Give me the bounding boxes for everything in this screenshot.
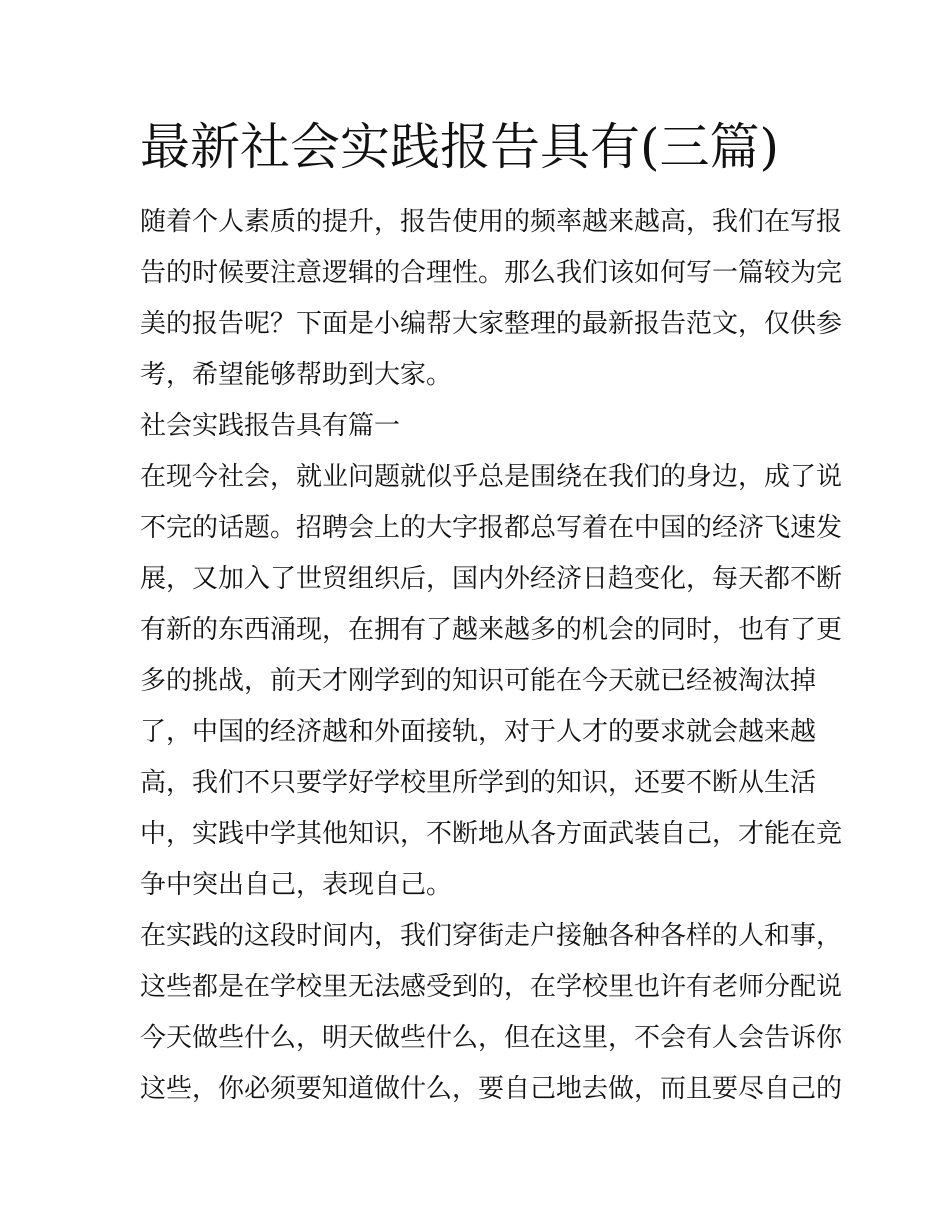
text-line: 有新的东西涌现，在拥有了越来越多的机会的同时，也有了更 (140, 615, 843, 645)
text-line: 争中突出自己，表现自己。 (140, 870, 453, 900)
text-line: 这些，你必须要知道做什么，要自己地去做，而且要尽自己的 (140, 1074, 843, 1104)
text-line: 不完的话题。招聘会上的大字报都总写着在中国的经济飞速发 (140, 513, 843, 543)
text-line: 中，实践中学其他知识，不断地从各方面武装自己，才能在竞 (140, 819, 843, 849)
text-line: 在现今社会，就业问题就似乎总是围绕在我们的身边，成了说 (140, 462, 843, 492)
text-line: 了，中国的经济越和外面接轨，对于人才的要求就会越来越 (140, 717, 817, 747)
text-line: 今天做些什么，明天做些什么，但在这里，不会有人会告诉你 (140, 1023, 843, 1053)
text-line: 在实践的这段时间内，我们穿街走户接触各种各样的人和事， (140, 921, 843, 951)
text-line: 高，我们不只要学好学校里所学到的知识，还要不断从生活 (140, 768, 817, 798)
text-line: 这些都是在学校里无法感受到的，在学校里也许有老师分配说 (140, 972, 843, 1002)
text-line: 随着个人素质的提升，报告使用的频率越来越高，我们在写报 (140, 207, 843, 237)
text-line: 展，又加入了世贸组织后，国内外经济日趋变化，每天都不断 (140, 564, 843, 594)
text-line: 多的挑战，前天才刚学到的知识可能在今天就已经被淘汰掉 (140, 666, 817, 696)
section-heading: 社会实践报告具有篇一 (140, 411, 401, 441)
document-title: 最新社会实践报告具有(三篇) (140, 118, 780, 176)
text-line: 美的报告呢？下面是小编帮大家整理的最新报告范文，仅供参 (140, 309, 843, 339)
text-line: 告的时候要注意逻辑的合理性。那么我们该如何写一篇较为完 (140, 258, 843, 288)
text-line: 考，希望能够帮助到大家。 (140, 360, 453, 390)
